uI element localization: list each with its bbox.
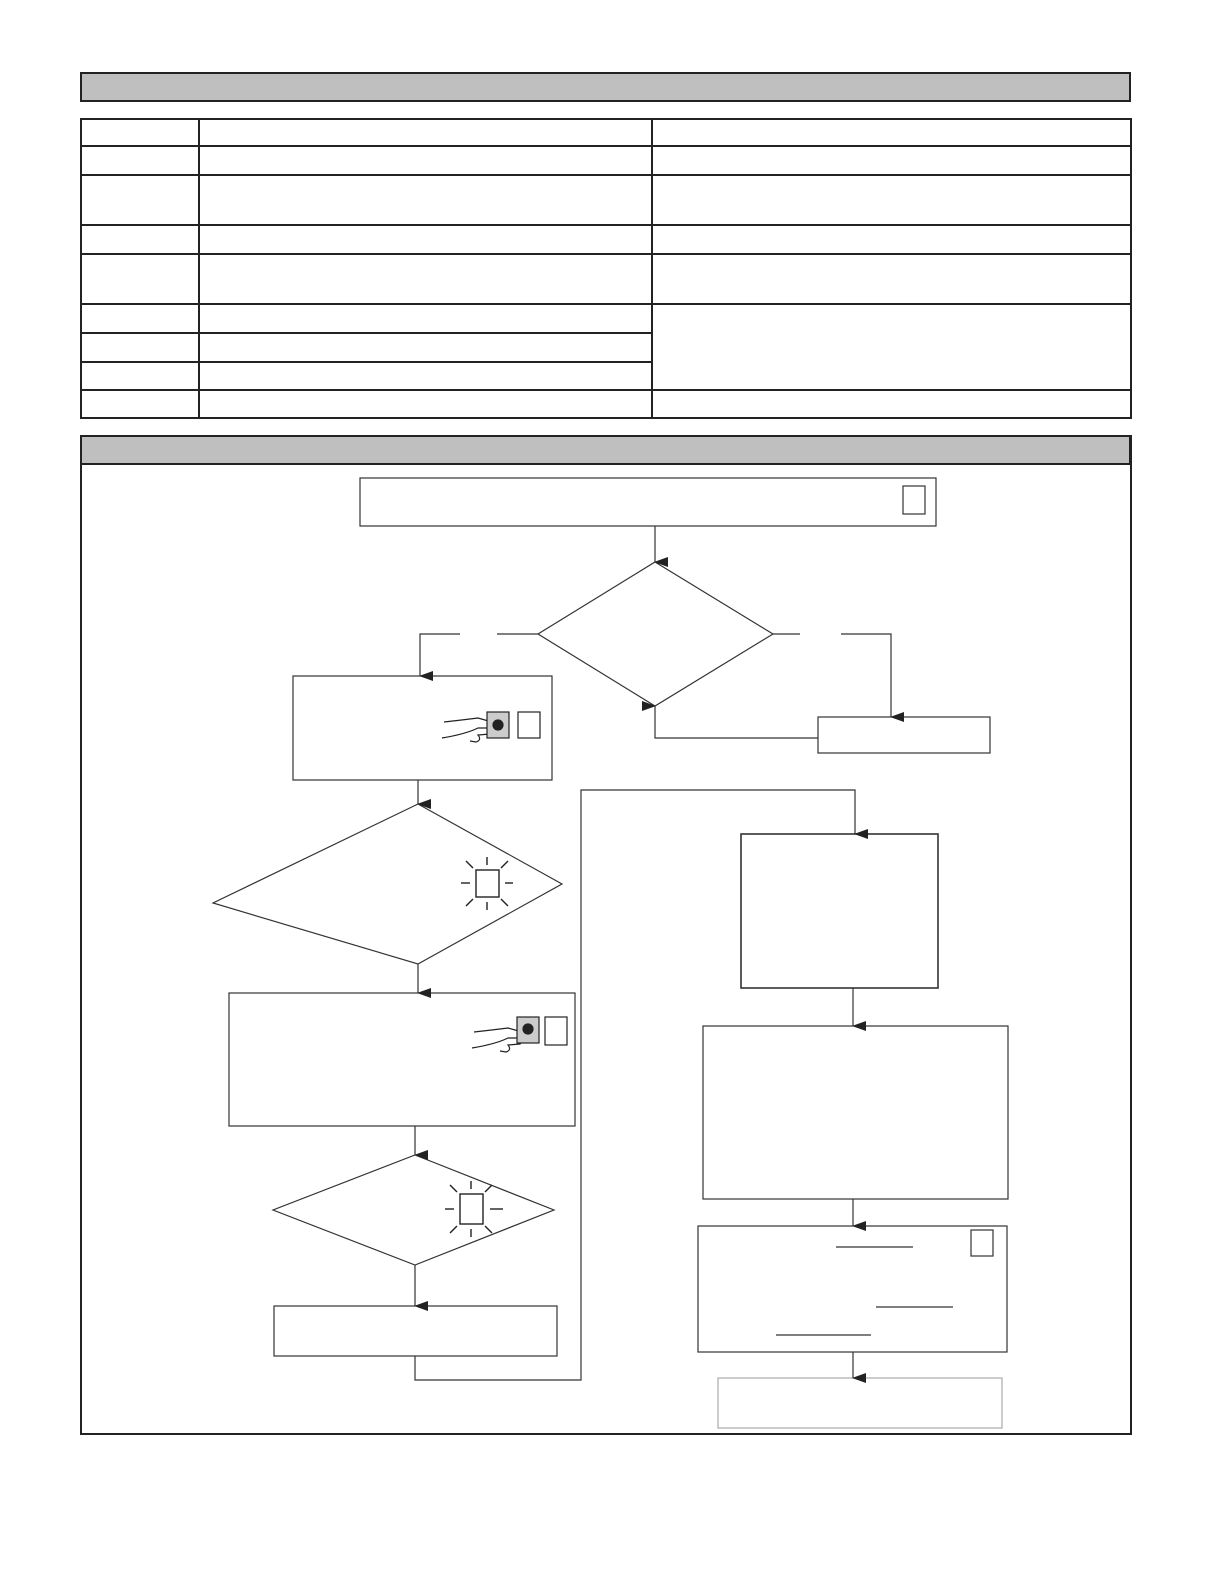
flow-decision-1 bbox=[538, 562, 773, 706]
step-badge-icon bbox=[903, 486, 925, 514]
flow-box-press-2 bbox=[229, 993, 575, 1126]
hand-press-button-icon bbox=[442, 712, 540, 742]
flow-box-right-small bbox=[818, 717, 990, 753]
step-badge-icon bbox=[971, 1230, 993, 1256]
flow-box-end bbox=[718, 1378, 1002, 1428]
flashing-light-icon bbox=[461, 857, 513, 910]
flow-box-bottom-left bbox=[274, 1306, 557, 1356]
flow-box-right-1 bbox=[741, 834, 938, 988]
flow-box-right-2 bbox=[703, 1026, 1008, 1199]
flow-start-box bbox=[360, 478, 936, 526]
flow-decision-3 bbox=[273, 1155, 554, 1265]
flow-box-right-3 bbox=[698, 1226, 1007, 1352]
hand-press-button-icon bbox=[472, 1017, 567, 1052]
flashing-light-icon bbox=[445, 1181, 503, 1237]
flow-box-press-1 bbox=[293, 676, 552, 780]
flow-decision-2 bbox=[213, 804, 562, 964]
